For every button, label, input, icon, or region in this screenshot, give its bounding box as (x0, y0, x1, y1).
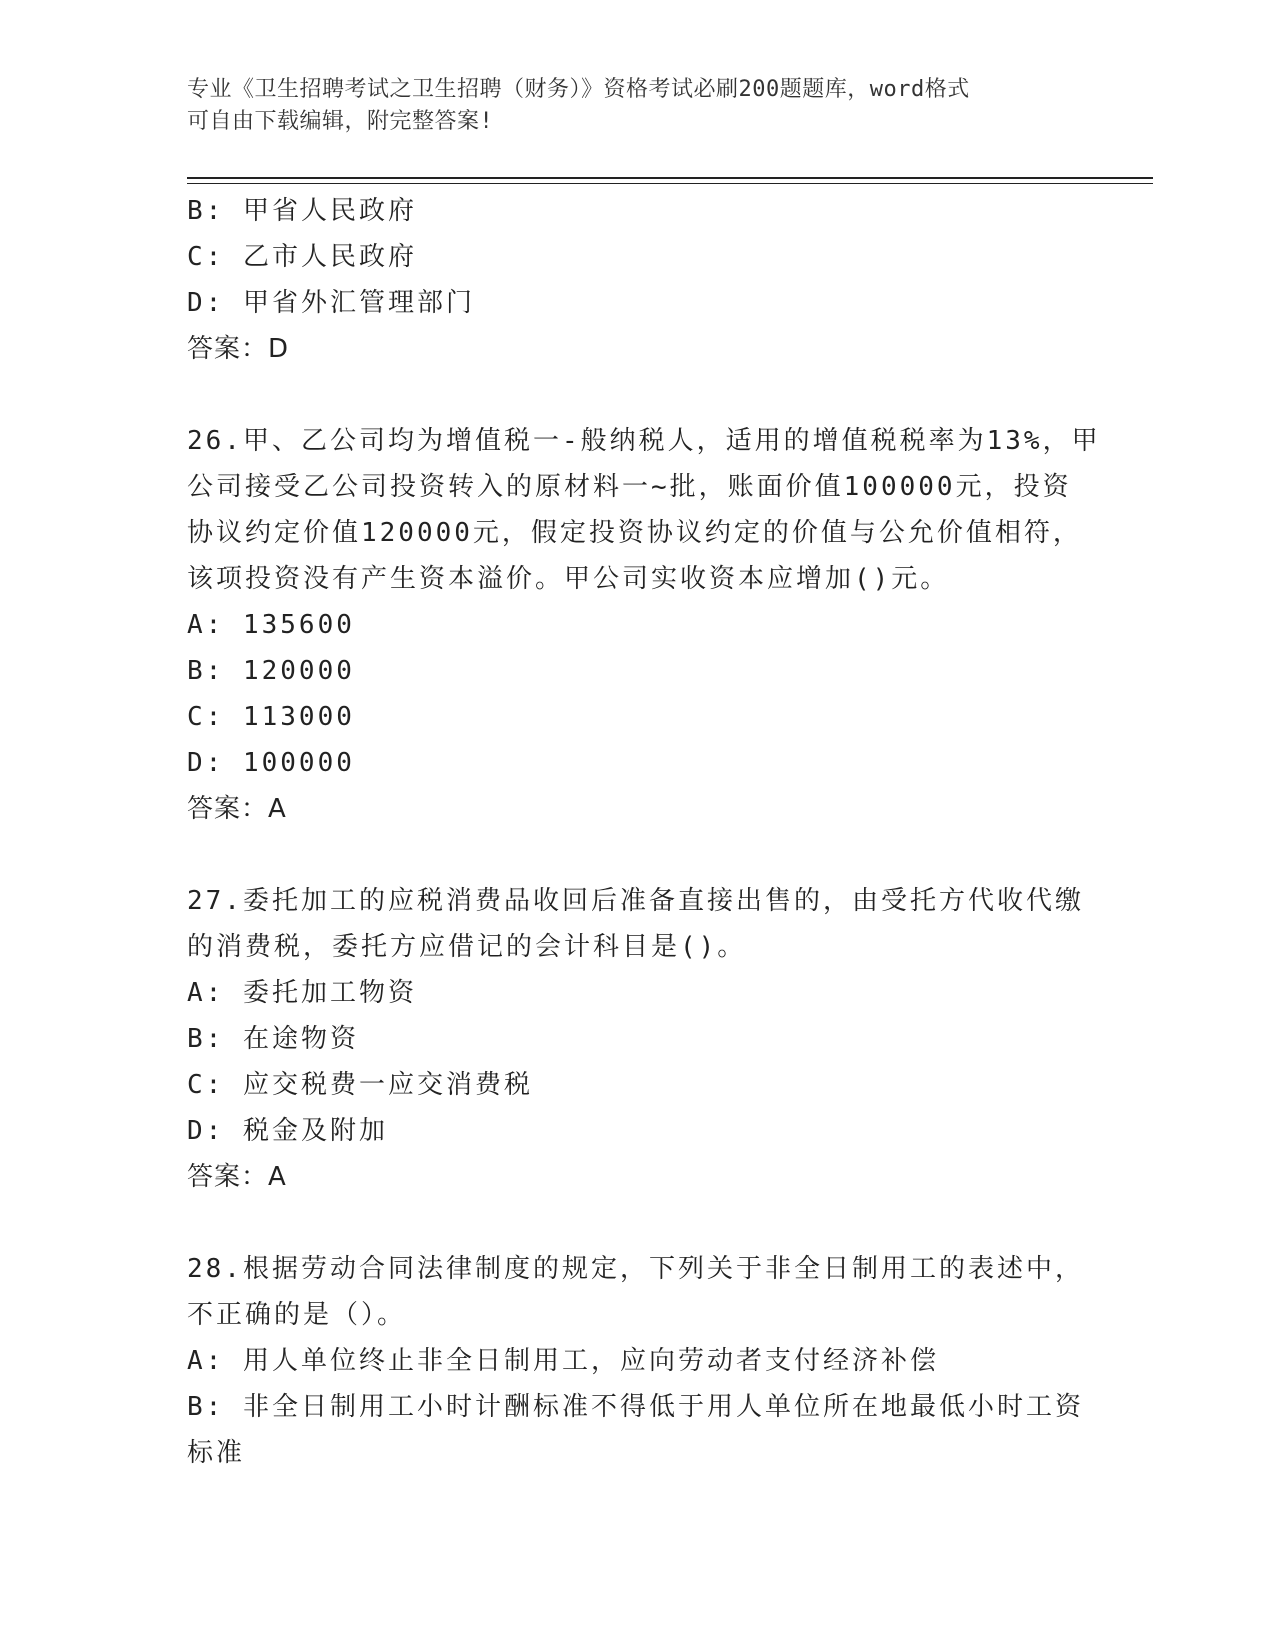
question-text-line: 协议约定价值120000元，假定投资协议约定的价值与公允价值相符， (187, 518, 1082, 548)
question-28 (187, 1246, 1087, 1476)
document-body (187, 188, 1101, 1476)
question-25-tail (187, 188, 1087, 372)
option-b: B: 在途物资 (187, 1024, 359, 1054)
option-d: D: 税金及附加 (187, 1116, 388, 1146)
option-b-continued: 标准 (187, 1438, 246, 1468)
question-text-line: 公司接受乙公司投资转入的原材料一~批，账面价值100000元，投资 (187, 472, 1072, 502)
option-c: C: 应交税费一应交消费税 (187, 1070, 533, 1100)
header-rule-thick (187, 177, 1153, 179)
question-27 (187, 878, 1087, 1200)
question-text-line: 该项投资没有产生资本溢价。甲公司实收资本应增加()元。 (187, 564, 950, 594)
answer-line: 答案：A (187, 1162, 287, 1192)
question-text-line: 26.甲、乙公司均为增值税一-般纳税人，适用的增值税税率为13%，甲 (187, 426, 1101, 456)
spacer (187, 372, 1087, 418)
answer-line: 答案：D (187, 334, 290, 364)
question-text-line: 27.委托加工的应税消费品收回后准备直接出售的，由受托方代收代缴 (187, 886, 1084, 916)
option-b: B: 甲省人民政府 (187, 196, 417, 226)
header-rule-thin (187, 183, 1153, 184)
header-line-1: 专业《卫生招聘考试之卫生招聘（财务）》资格考试必刷200题题库，word格式 (187, 77, 970, 102)
question-26 (187, 418, 1101, 832)
spacer (187, 832, 1087, 878)
question-text-line: 28.根据劳动合同法律制度的规定，下列关于非全日制用工的表述中， (187, 1254, 1084, 1284)
option-c: C: 113000 (187, 702, 355, 732)
question-text-line: 的消费税，委托方应借记的会计科目是()。 (187, 932, 747, 962)
option-a: A: 委托加工物资 (187, 978, 417, 1008)
option-a: A: 135600 (187, 610, 355, 640)
option-c: C: 乙市人民政府 (187, 242, 417, 272)
option-d: D: 100000 (187, 748, 355, 778)
header-line-2: 可自由下载编辑，附完整答案! (187, 109, 494, 134)
option-d: D: 甲省外汇管理部门 (187, 288, 475, 318)
page-header (187, 74, 1067, 138)
option-b: B: 120000 (187, 656, 355, 686)
spacer (187, 1200, 1087, 1246)
answer-line: 答案：A (187, 794, 287, 824)
option-a: A: 用人单位终止非全日制用工，应向劳动者支付经济补偿 (187, 1346, 939, 1376)
question-text-line: 不正确的是（）。 (187, 1300, 407, 1330)
option-b: B: 非全日制用工小时计酬标准不得低于用人单位所在地最低小时工资 (187, 1392, 1084, 1422)
